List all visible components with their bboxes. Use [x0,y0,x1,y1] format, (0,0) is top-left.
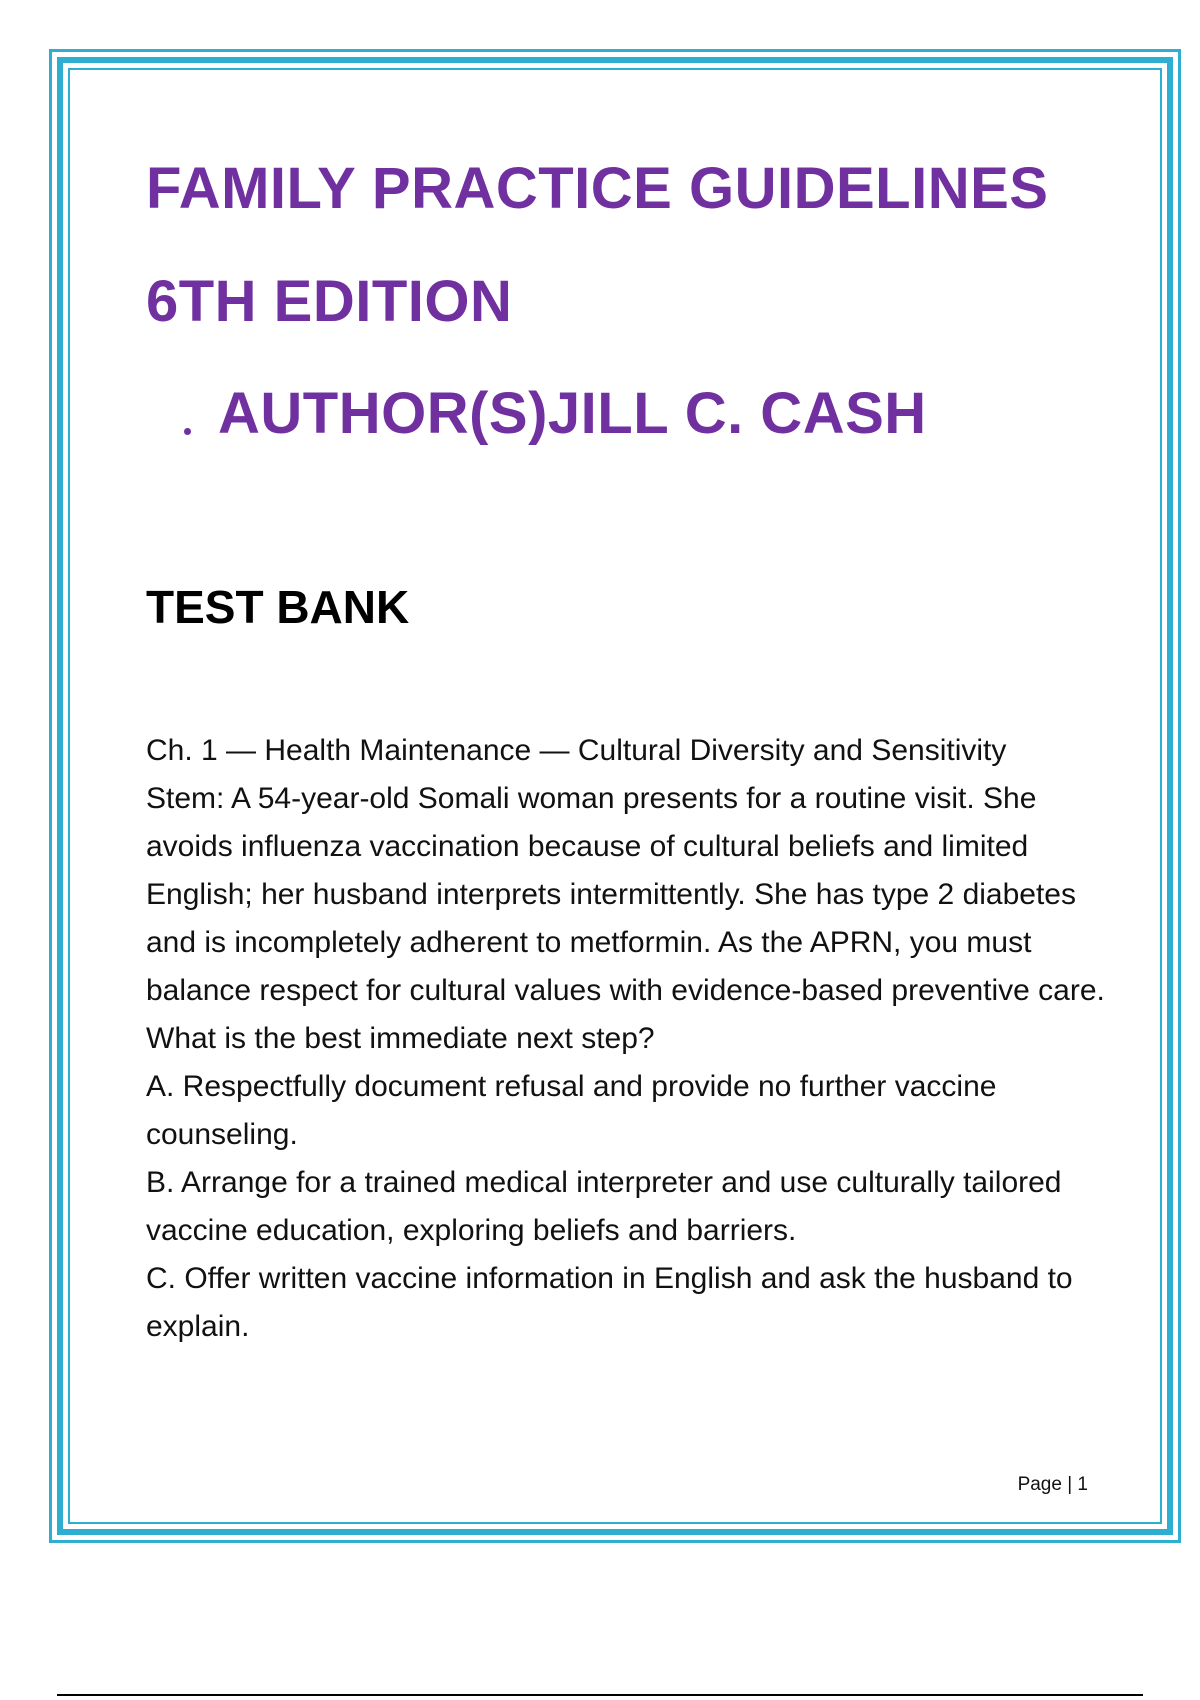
title-line-edition: 6TH EDITION [146,269,513,334]
title-line-author: AUTHOR(S)JILL C. CASH [218,381,927,446]
question-stem: Stem: A 54-year-old Somali woman presents for a routine visit. She avoids influenza vaccination because of cultural beliefs and limited English; her husband interprets intermittently. She has type 2 diabetes and is incompletely adherent to metformin. As the APRN, you must balance respect for cultural values with evidence-based preventive care. What is the best immediate next step? [146,782,1105,1055]
page-number: Page | 1 [1017,1474,1088,1495]
answer-option-a: A. Respectfully document refusal and provide no further vaccine counseling. [146,1070,997,1151]
question-chapter: Ch. 1 — Health Maintenance — Cultural Diversity and Sensitivity [146,734,1007,767]
bottom-divider [57,1694,1143,1696]
title-line-book-name: FAMILY PRACTICE GUIDELINES [146,156,1049,221]
answer-option-c: C. Offer written vaccine information in English and ask the husband to explain. [146,1262,1073,1343]
section-heading-test-bank: TEST BANK [146,581,410,633]
bullet-dot-icon [184,428,191,435]
answer-option-b: B. Arrange for a trained medical interpreter and use culturally tailored vaccine education, exploring beliefs and barriers. [146,1166,1062,1247]
question-block [146,727,1106,1351]
